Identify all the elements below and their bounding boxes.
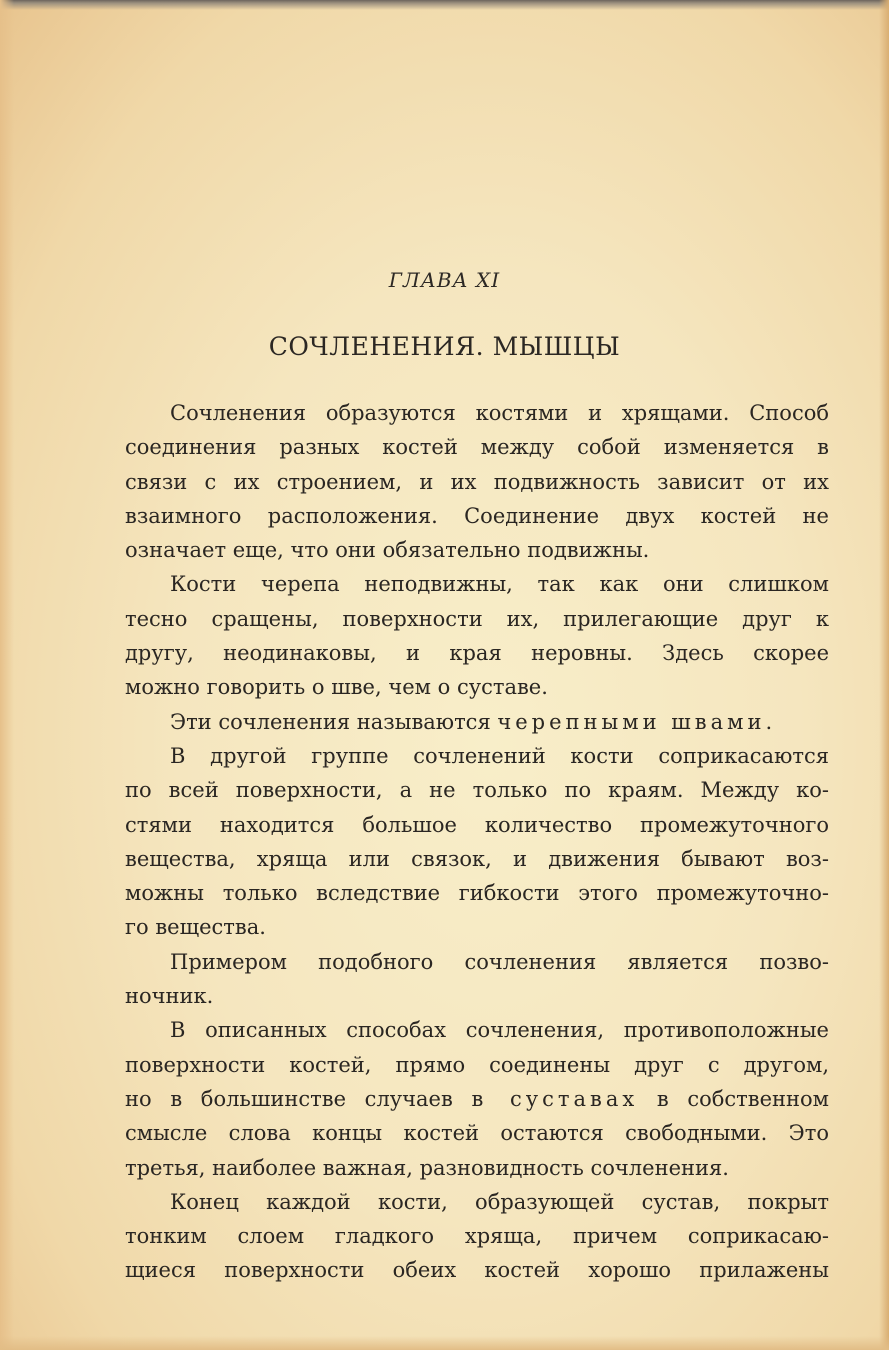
text-line: соединения разных костей между собой изменяется в bbox=[125, 435, 829, 460]
text-run: Эти сочленения называются bbox=[170, 709, 498, 734]
text-line: тесно сращены, поверхности их, прилегающие друг к bbox=[125, 606, 829, 631]
text-line: го вещества. bbox=[125, 915, 266, 940]
text-line: вещества, хряща или связок, и движения бывают воз- bbox=[125, 846, 829, 871]
text-line bbox=[125, 705, 829, 739]
chapter-label: ГЛАВА XI bbox=[388, 268, 501, 292]
text-line: Сочленения образуются костями и хрящами. Способ bbox=[170, 401, 829, 425]
text-line: Кости черепа неподвижны, так как они слишком bbox=[170, 572, 829, 597]
text-line: означает еще, что они обязательно подвижны. bbox=[125, 538, 650, 563]
text-line: тонким слоем гладкого хряща, причем соприкасаю- bbox=[125, 1224, 829, 1249]
text-line: по всей поверхности, а не только по краям. Между ко- bbox=[125, 778, 829, 803]
chapter-title: СОЧЛЕНЕНИЯ. МЫШЦЫ bbox=[268, 332, 621, 361]
page-left-edge bbox=[0, 0, 14, 1350]
text-line: третья, наиболее важная, разновидность сочленения. bbox=[125, 1155, 729, 1180]
page-top-edge bbox=[0, 0, 889, 10]
page-right-edge bbox=[879, 0, 889, 1350]
body-text bbox=[125, 396, 829, 1288]
text-line: другу, неодинаковы, и края неровны. Здесь скорее bbox=[125, 641, 829, 666]
text-run: . bbox=[765, 709, 773, 734]
text-line: стями находится большое количество промежуточного bbox=[125, 812, 829, 837]
text-line: щиеся поверхности обеих костей хорошо прилажены bbox=[125, 1258, 829, 1283]
text-line: Конец каждой кости, образующей сустав, покрыт bbox=[170, 1189, 829, 1214]
text-line: поверхности костей, прямо соединены друг с другом, bbox=[125, 1052, 829, 1077]
text-run: но в большинстве случаев bbox=[125, 1086, 472, 1111]
text-line: можно говорить о шве, чем о суставе. bbox=[125, 675, 548, 700]
emphasis-term: черепными швами bbox=[497, 709, 766, 734]
text-run: в собственном bbox=[638, 1086, 830, 1111]
text-line: В другой группе сочленений кости соприкасаются bbox=[170, 743, 829, 768]
text-line: можны только вследствие гибкости этого промежуточно- bbox=[125, 881, 829, 906]
text-line: ночник. bbox=[125, 984, 214, 1009]
text-line: В описанных способах сочленения, противоположные bbox=[170, 1018, 829, 1043]
text-line: взаимного расположения. Соединение двух костей не bbox=[125, 503, 829, 528]
emphasis-term: в суставах bbox=[471, 1086, 639, 1111]
text-line: смысле слова концы костей остаются свободными. Это bbox=[125, 1121, 829, 1146]
text-line: связи с их строением, и их подвижность зависит от их bbox=[125, 469, 829, 494]
text-line bbox=[125, 1082, 829, 1116]
text-line: Примером подобного сочленения является позво- bbox=[170, 949, 829, 974]
page-bottom-edge bbox=[0, 1336, 889, 1350]
